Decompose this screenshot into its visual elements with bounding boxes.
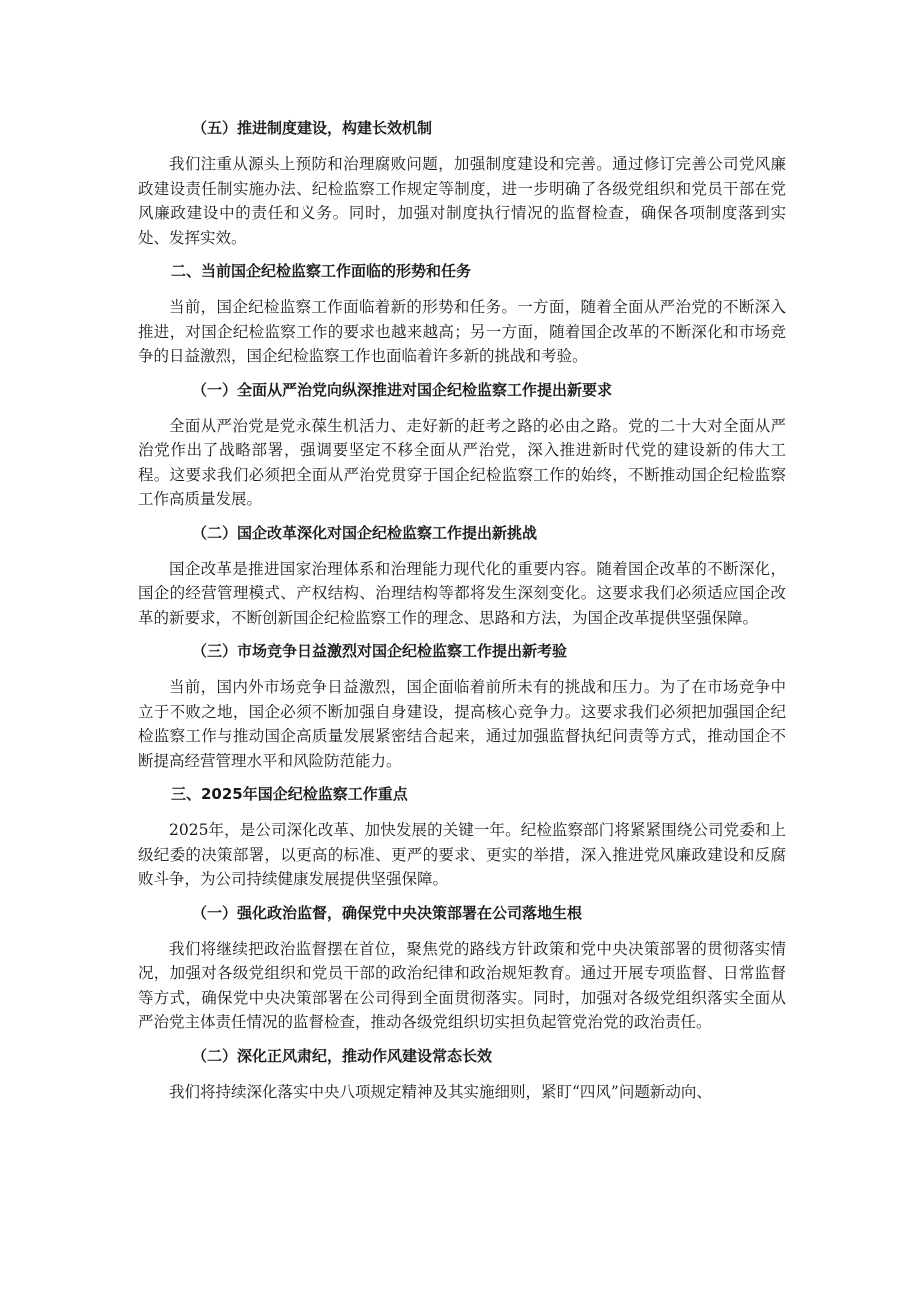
body-paragraph: 国企改革是推进国家治理体系和治理能力现代化的重要内容。随着国企改革的不断深化，国企的经营管理模式、产权结构、治理结构等都将发生深刻变化。这要求我们必须适应国企改革的新要求，不断创新国企纪检监察工作的理念、思路和方法，为国企改革提供坚强保障。 — [138, 559, 786, 627]
body-paragraph: 我们注重从源头上预防和治理腐败问题，加强制度建设和完善。通过修订完善公司党风廉政建设责任制实施办法、纪检监察工作规定等制度，进一步明确了各级党组织和党员干部在党风廉政建设中的责任和义务。同时，加强对制度执行情况的监督检查，确保各项制度落到实处、发挥实效。 — [138, 155, 786, 247]
section-heading: （一）强化政治监督，确保党中央决策部署在公司落地生根 — [192, 903, 583, 922]
body-paragraph: 我们将持续深化落实中央八项规定精神及其实施细则，紧盯“四风”问题新动向、 — [169, 1082, 712, 1101]
section-heading: （三）市场竞争日益激烈对国企纪检监察工作提出新考验 — [192, 642, 568, 660]
chapter-heading: 二、当前国企纪检监察工作面临的形势和任务 — [171, 262, 472, 280]
section-heading: （一）全面从严治党向纵深推进对国企纪检监察工作提出新要求 — [192, 380, 613, 399]
body-paragraph: 当前，国企纪检监察工作面临着新的形势和任务。一方面，随着全面从严治党的不断深入推进，对国企纪检监察工作的要求也越来越高；另一方面，随着国企改革的不断深化和市场竞争的日益激烈，国企纪检监察工作也面临着许多新的挑战和考验。 — [138, 298, 786, 365]
chapter-heading: 三、2025年国企纪检监察工作重点 — [171, 785, 408, 803]
section-heading: （五）推进制度建设，构建长效机制 — [192, 119, 433, 137]
body-paragraph: 2025年，是公司深化改革、加快发展的关键一年。纪检监察部门将紧紧围绕公司党委和上级纪委的决策部署，以更高的标准、更严的要求、更实的举措，深入推进党风廉政建设和反腐败斗争，为公司持续健康发展提供坚强保障。 — [138, 821, 786, 888]
body-paragraph: 全面从严治党是党永葆生机活力、走好新的赶考之路的必由之路。党的二十大对全面从严治党作出了战略部署，强调要坚定不移全面从严治党，深入推进新时代党的建设新的伟大工程。这要求我们必须把全面从严治党贯穿于国企纪检监察工作的始终，不断推动国企纪检监察工作高质量发展。 — [138, 416, 786, 508]
section-heading: （二）深化正风肃纪，推动作风建设常态长效 — [192, 1046, 493, 1065]
document-body — [138, 116, 786, 1104]
body-paragraph: 我们将继续把政治监督摆在首位，聚焦党的路线方针政策和党中央决策部署的贯彻落实情况，加强对各级党组织和党员干部的政治纪律和政治规矩教育。通过开展专项监督、日常监督等方式，确保党中央决策部署在公司得到全面贯彻落实。同时，加强对各级党组织落实全面从严治党主体责任情况的监督检查，推动各级党组织切实担负起管党治党的政治责任。 — [138, 939, 786, 1031]
section-heading: （二）国企改革深化对国企纪检监察工作提出新挑战 — [192, 523, 538, 542]
body-paragraph: 当前，国内外市场竞争日益激烈，国企面临着前所未有的挑战和压力。为了在市场竞争中立于不败之地，国企必须不断加强自身建设，提高核心竞争力。这要求我们必须把加强国企纪检监察工作与推动国企高质量发展紧密结合起来，通过加强监督执纪问责等方式，推动国企不断提高经营管理水平和风险防范能力。 — [138, 678, 786, 770]
